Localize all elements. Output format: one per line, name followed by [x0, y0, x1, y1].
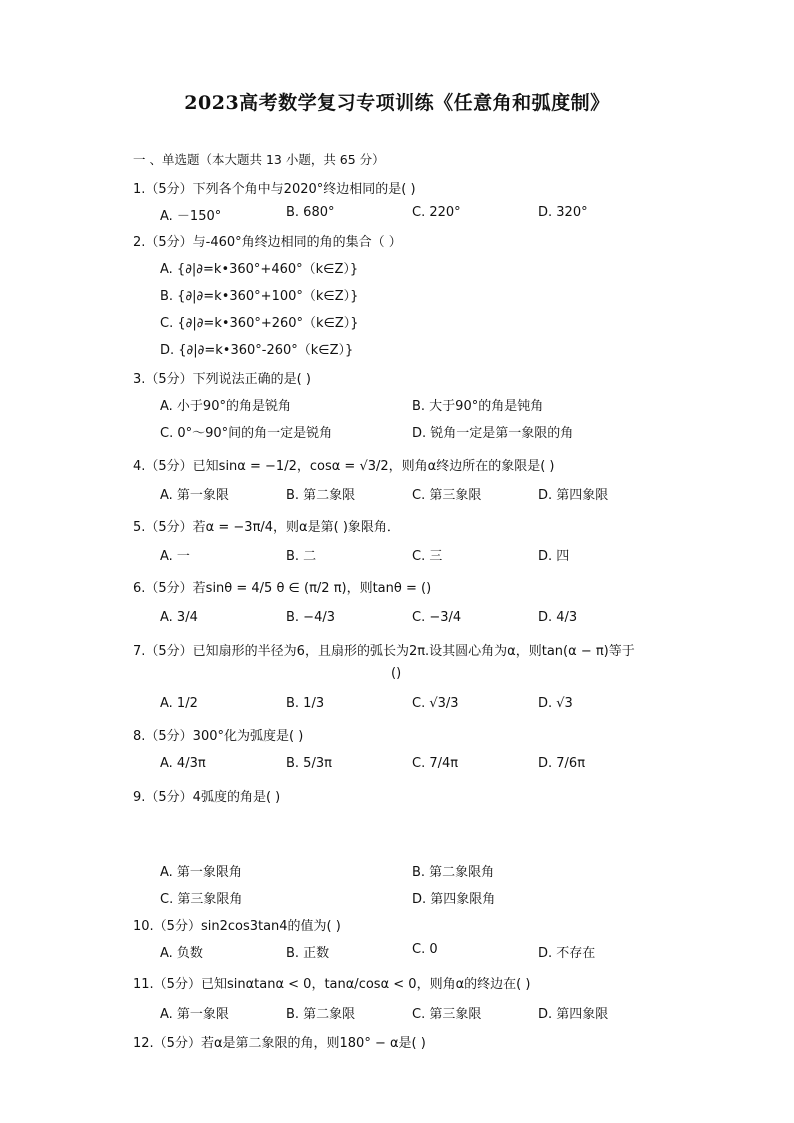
question-5-option-b[interactable]: B. 二 — [286, 549, 317, 564]
question-8-stem: 8.（5分）300°化为弧度是( ) — [133, 729, 304, 744]
section-heading: 一 、单选题（本大题共 13 小题，共 65 分） — [133, 152, 385, 167]
question-7-option-c[interactable]: C. √3/3 — [412, 696, 459, 711]
question-5-option-c[interactable]: C. 三 — [412, 549, 443, 564]
question-9-option-c[interactable]: C. 第三象限角 — [160, 892, 243, 907]
question-1-option-d[interactable]: D. 320° — [538, 205, 588, 220]
question-1-option-b[interactable]: B. 680° — [286, 205, 335, 220]
question-9-stem: 9.（5分）4弧度的角是( ) — [133, 790, 281, 805]
question-10-option-b[interactable]: B. 正数 — [286, 946, 330, 961]
question-7-stem: 7.（5分）已知扇形的半径为6，且扇形的弧长为2π.设其圆心角为α，则tan(α − π)等于 — [133, 644, 635, 659]
question-9-option-b[interactable]: B. 第二象限角 — [412, 865, 495, 880]
question-6-option-c[interactable]: C. −3/4 — [412, 610, 462, 625]
question-11-option-d[interactable]: D. 第四象限 — [538, 1007, 609, 1022]
question-11-option-b[interactable]: B. 第二象限 — [286, 1007, 356, 1022]
question-9-option-d[interactable]: D. 第四象限角 — [412, 892, 496, 907]
question-2-option-d[interactable]: D. {∂|∂=k•360°-260°（k∈Z）} — [160, 343, 354, 358]
question-6-option-a[interactable]: A. 3/4 — [160, 610, 198, 625]
question-4-option-a[interactable]: A. 第一象限 — [160, 488, 229, 503]
question-1-option-a[interactable]: A. －150° — [160, 209, 222, 224]
question-3-option-c[interactable]: C. 0°～90°间的角一定是锐角 — [160, 426, 333, 441]
question-6-option-d[interactable]: D. 4/3 — [538, 610, 578, 625]
question-11-option-a[interactable]: A. 第一象限 — [160, 1007, 229, 1022]
question-10-stem: 10.（5分）sin2cos3tan4的值为( ) — [133, 919, 341, 934]
question-4-stem: 4.（5分）已知sinα = −1/2，cosα = √3/2，则角α终边所在的象限是( ) — [133, 459, 555, 474]
question-8-option-d[interactable]: D. 7/6π — [538, 756, 586, 771]
question-7-option-d[interactable]: D. √3 — [538, 696, 573, 711]
question-4-option-d[interactable]: D. 第四象限 — [538, 488, 609, 503]
question-3-option-d[interactable]: D. 锐角一定是第一象限的角 — [412, 426, 574, 441]
question-4-option-c[interactable]: C. 第三象限 — [412, 488, 482, 503]
question-10-option-c[interactable]: C. 0 — [412, 942, 438, 957]
question-1-stem: 1.（5分）下列各个角中与2020°终边相同的是( ) — [133, 182, 416, 197]
question-10-option-d[interactable]: D. 不存在 — [538, 946, 596, 961]
question-12-stem: 12.（5分）若α是第二象限的角，则180° − α是( ) — [133, 1036, 426, 1051]
question-10-option-a[interactable]: A. 负数 — [160, 946, 203, 961]
question-2-stem: 2.（5分）与-460°角终边相同的角的集合（ ） — [133, 235, 402, 250]
question-5-stem: 5.（5分）若α = −3π/4，则α是第( )象限角． — [133, 520, 400, 535]
question-9-option-a[interactable]: A. 第一象限角 — [160, 865, 242, 880]
question-2-option-b[interactable]: B. {∂|∂=k•360°+100°（k∈Z）} — [160, 289, 359, 304]
question-8-option-a[interactable]: A. 4/3π — [160, 756, 206, 771]
question-8-option-b[interactable]: B. 5/3π — [286, 756, 332, 771]
question-6-option-b[interactable]: B. −4/3 — [286, 610, 335, 625]
question-5-option-d[interactable]: D. 四 — [538, 549, 570, 564]
question-3-option-a[interactable]: A. 小于90°的角是锐角 — [160, 399, 291, 414]
question-7-option-a[interactable]: A. 1/2 — [160, 696, 198, 711]
question-4-option-b[interactable]: B. 第二象限 — [286, 488, 356, 503]
question-3-stem: 3.（5分）下列说法正确的是( ) — [133, 372, 311, 387]
question-11-stem: 11.（5分）已知sinαtanα < 0，tanα/cosα < 0，则角α的终边在( ) — [133, 977, 531, 992]
question-5-option-a[interactable]: A. 一 — [160, 549, 190, 564]
question-1-option-c[interactable]: C. 220° — [412, 205, 461, 220]
question-6-stem: 6.（5分）若sinθ = 4/5 θ ∈ (π/2 π)，则tanθ = () — [133, 581, 432, 596]
question-2-option-c[interactable]: C. {∂|∂=k•360°+260°（k∈Z）} — [160, 316, 359, 331]
question-11-option-c[interactable]: C. 第三象限 — [412, 1007, 482, 1022]
question-8-option-c[interactable]: C. 7/4π — [412, 756, 459, 771]
question-7-continuation: () — [391, 666, 402, 681]
page-title: 2023高考数学复习专项训练《任意角和弧度制》 — [184, 92, 610, 114]
question-2-option-a[interactable]: A. {∂|∂=k•360°+460°（k∈Z）} — [160, 262, 359, 277]
question-3-option-b[interactable]: B. 大于90°的角是钝角 — [412, 399, 544, 414]
question-7-option-b[interactable]: B. 1/3 — [286, 696, 325, 711]
